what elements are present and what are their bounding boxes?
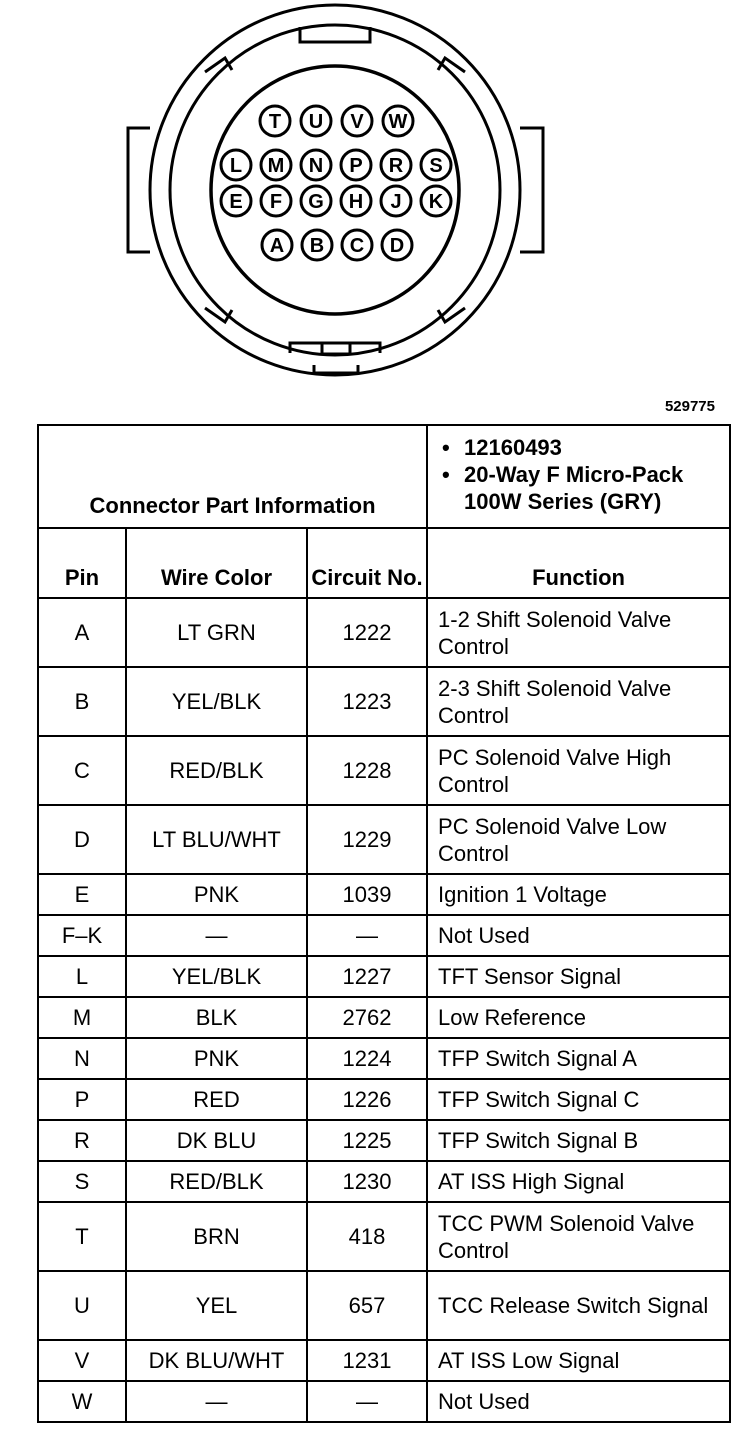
pin-label-c: C <box>349 235 365 257</box>
pin-cell: P <box>38 1079 126 1120</box>
circuit-cell: 418 <box>307 1202 427 1271</box>
pin-label-t: T <box>268 111 282 133</box>
table-row <box>38 805 730 874</box>
pin-cell: T <box>38 1202 126 1271</box>
pin-cell: S <box>38 1161 126 1202</box>
function-cell: Not Used <box>427 1381 730 1422</box>
circuit-cell: 1226 <box>307 1079 427 1120</box>
pin-cell: E <box>38 874 126 915</box>
connector-info-row <box>38 425 730 528</box>
pin-cell: L <box>38 956 126 997</box>
table-row <box>38 667 730 736</box>
function-cell: TFP Switch Signal B <box>427 1120 730 1161</box>
function-cell: Not Used <box>427 915 730 956</box>
pin-label-v: V <box>350 111 364 133</box>
table-row <box>38 1038 730 1079</box>
table-row <box>38 997 730 1038</box>
column-header-row <box>38 528 730 598</box>
function-cell: 2-3 Shift Solenoid Valve Control <box>427 667 730 736</box>
pin-cell: W <box>38 1381 126 1422</box>
header-pin: Pin <box>38 528 126 598</box>
pin-cell: M <box>38 997 126 1038</box>
pin-cell: R <box>38 1120 126 1161</box>
pin-cell: U <box>38 1271 126 1340</box>
table-row <box>38 1340 730 1381</box>
pin-cell: D <box>38 805 126 874</box>
circuit-cell: — <box>307 1381 427 1422</box>
function-cell: TFP Switch Signal A <box>427 1038 730 1079</box>
connector-info-cell <box>427 425 730 528</box>
circuit-cell: 657 <box>307 1271 427 1340</box>
pin-label-r: R <box>388 155 404 177</box>
function-cell: PC Solenoid Valve Low Control <box>427 805 730 874</box>
pin-label-m: M <box>267 155 285 177</box>
function-cell: AT ISS Low Signal <box>427 1340 730 1381</box>
wire-color-cell: DK BLU <box>126 1120 307 1161</box>
function-cell: TCC PWM Solenoid Valve Control <box>427 1202 730 1271</box>
header-function: Function <box>427 528 730 598</box>
pin-cell: F–K <box>38 915 126 956</box>
pin-label-h: H <box>348 191 364 213</box>
table-row <box>38 956 730 997</box>
connector-diagram <box>0 0 752 420</box>
pin-cell: A <box>38 598 126 667</box>
pin-label-e: E <box>229 191 243 213</box>
wire-color-cell: — <box>126 915 307 956</box>
table-row <box>38 1271 730 1340</box>
table-body <box>38 598 730 1422</box>
function-cell: TFT Sensor Signal <box>427 956 730 997</box>
circuit-cell: 2762 <box>307 997 427 1038</box>
pin-label-j: J <box>390 191 402 213</box>
pin-cell: C <box>38 736 126 805</box>
wire-color-cell: BRN <box>126 1202 307 1271</box>
function-cell: Ignition 1 Voltage <box>427 874 730 915</box>
table-row <box>38 915 730 956</box>
wire-color-cell: LT BLU/WHT <box>126 805 307 874</box>
table-row <box>38 874 730 915</box>
wire-color-cell: DK BLU/WHT <box>126 1340 307 1381</box>
wire-color-cell: RED <box>126 1079 307 1120</box>
function-cell: Low Reference <box>427 997 730 1038</box>
pin-label-w: W <box>388 111 408 133</box>
pin-label-a: A <box>269 235 285 257</box>
wire-color-cell: BLK <box>126 997 307 1038</box>
function-cell: 1-2 Shift Solenoid Valve Control <box>427 598 730 667</box>
header-circuit: Circuit No. <box>307 528 427 598</box>
table-row <box>38 736 730 805</box>
circuit-cell: 1230 <box>307 1161 427 1202</box>
connector-info-list <box>428 426 729 521</box>
figure-id: 529775 <box>664 398 715 415</box>
circuit-cell: 1039 <box>307 874 427 915</box>
part-number: • 12160493 <box>442 434 729 461</box>
pin-cavities <box>221 106 451 260</box>
circuit-cell: 1227 <box>307 956 427 997</box>
wire-color-cell: RED/BLK <box>126 736 307 805</box>
circuit-cell: 1228 <box>307 736 427 805</box>
pin-label-s: S <box>429 155 443 177</box>
pin-label-b: B <box>309 235 325 257</box>
part-description: • 20-Way F Micro-Pack 100W Series (GRY) <box>442 461 729 515</box>
wire-color-cell: PNK <box>126 1038 307 1079</box>
pin-cell: N <box>38 1038 126 1079</box>
wire-color-cell: RED/BLK <box>126 1161 307 1202</box>
function-cell: AT ISS High Signal <box>427 1161 730 1202</box>
circuit-cell: 1223 <box>307 667 427 736</box>
pin-table <box>37 424 731 1423</box>
function-cell: TFP Switch Signal C <box>427 1079 730 1120</box>
circuit-cell: 1225 <box>307 1120 427 1161</box>
circuit-cell: 1229 <box>307 805 427 874</box>
wire-color-cell: PNK <box>126 874 307 915</box>
pin-label-n: N <box>308 155 324 177</box>
table-row <box>38 1079 730 1120</box>
table-row <box>38 1161 730 1202</box>
wire-color-cell: YEL/BLK <box>126 956 307 997</box>
header-wire-color: Wire Color <box>126 528 307 598</box>
function-cell: TCC Release Switch Signal <box>427 1271 730 1340</box>
circuit-cell: 1231 <box>307 1340 427 1381</box>
pin-cell: V <box>38 1340 126 1381</box>
circuit-cell: 1222 <box>307 598 427 667</box>
table-row <box>38 1202 730 1271</box>
connector-info-label: Connector Part Information <box>38 425 427 528</box>
pin-label-p: P <box>349 155 363 177</box>
wire-color-cell: YEL <box>126 1271 307 1340</box>
wire-color-cell: LT GRN <box>126 598 307 667</box>
circuit-cell: — <box>307 915 427 956</box>
pin-label-g: G <box>308 191 324 213</box>
pin-label-k: K <box>428 191 444 213</box>
table-row <box>38 1120 730 1161</box>
pin-label-l: L <box>229 155 243 177</box>
connector-housing <box>128 5 543 375</box>
pin-label-u: U <box>308 111 324 133</box>
pin-cell: B <box>38 667 126 736</box>
pin-label-f: F <box>269 191 283 213</box>
table-row <box>38 1381 730 1422</box>
pin-label-d: D <box>389 235 405 257</box>
table-row <box>38 598 730 667</box>
wire-color-cell: YEL/BLK <box>126 667 307 736</box>
function-cell: PC Solenoid Valve High Control <box>427 736 730 805</box>
wire-color-cell: — <box>126 1381 307 1422</box>
circuit-cell: 1224 <box>307 1038 427 1079</box>
